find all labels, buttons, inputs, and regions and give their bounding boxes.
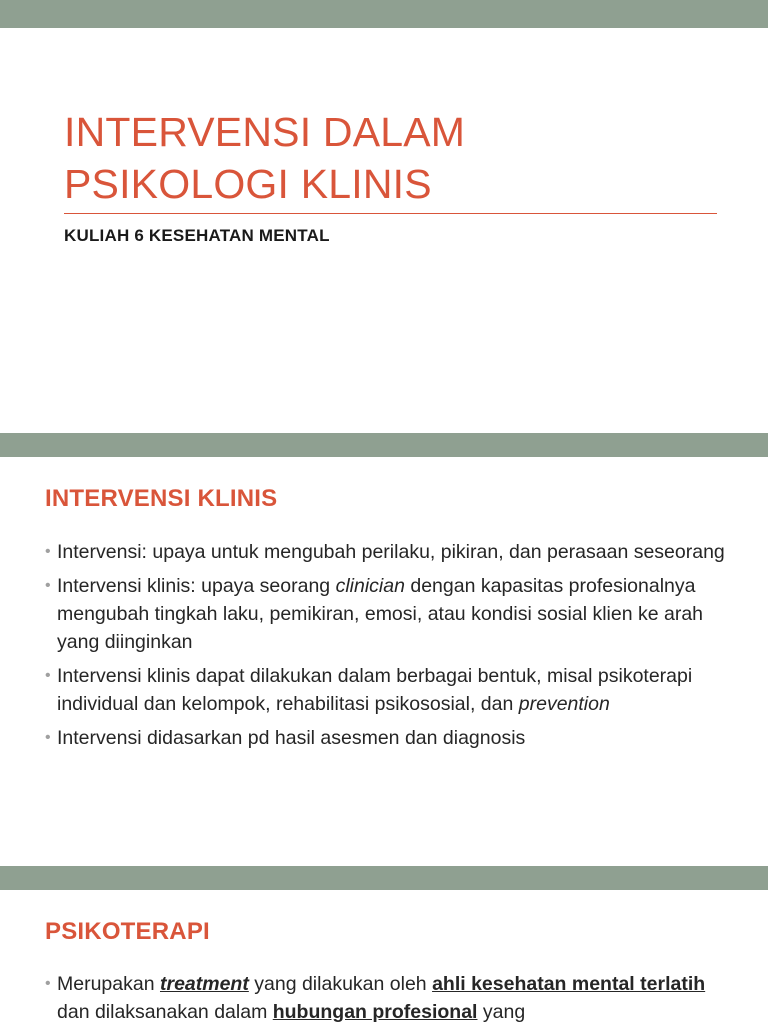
title-divider (64, 213, 717, 214)
bullet-item (45, 970, 735, 1026)
bullet-text: Merupakan (57, 973, 160, 995)
top-band (0, 0, 768, 28)
bullet-text: Intervensi didasarkan pd hasil asesmen dan diagnosis (57, 727, 526, 749)
bullet-dot-icon: • (45, 577, 51, 594)
bullet-dot-icon: • (45, 543, 51, 560)
title-line-1: INTERVENSI DALAM (64, 109, 466, 155)
bullet-dot-icon: • (45, 975, 51, 992)
bullet-item (45, 538, 735, 566)
bullet-italic-prevention: prevention (518, 693, 610, 715)
bullet-text: Intervensi klinis: upaya seorang (57, 575, 336, 597)
title-line-2: PSIKOLOGI KLINIS (64, 161, 432, 207)
slide-subtitle: KULIAH 6 KESEHATAN MENTAL (64, 226, 330, 245)
bullet-text: dengan kapasitas profesionalnya mengubah tingkah laku, pemikiran, emosi, atau kondisi sosial klien ke arah yang diinginkan (57, 575, 704, 653)
separator-band-1 (0, 433, 768, 457)
bullet-item (45, 662, 735, 718)
bullet-text: dan dilaksanakan dalam (57, 1001, 273, 1023)
bullet-italic-clinician: clinician (335, 575, 405, 597)
slide-heading-intervensi-klinis: INTERVENSI KLINIS (45, 485, 278, 512)
bullet-list-intervensi (45, 538, 735, 758)
slide-title-heading (64, 106, 465, 210)
bullet-emphasis-hubungan: hubungan profesional (272, 1001, 478, 1023)
bullet-emphasis-ahli: ahli kesehatan mental terlatih (432, 973, 706, 995)
bullet-item (45, 572, 735, 656)
bullet-item (45, 724, 735, 752)
bullet-text: Intervensi klinis dapat dilakukan dalam berbagai bentuk, misal psikoterapi individual dan kelompok, rehabilitasi psikososial, dan (57, 665, 693, 715)
bullet-text: Intervensi: upaya untuk mengubah perilaku, pikiran, dan perasaan seseorang (57, 541, 725, 563)
bullet-dot-icon: • (45, 729, 51, 746)
bullet-dot-icon: • (45, 667, 51, 684)
slide-heading-psikoterapi: PSIKOTERAPI (45, 918, 210, 945)
bullet-emphasis-treatment: treatment (159, 973, 249, 995)
separator-band-2 (0, 866, 768, 890)
bullet-list-psikoterapi (45, 970, 735, 1032)
bullet-text: yang dilakukan oleh (248, 973, 433, 995)
bullet-text: yang (477, 1001, 526, 1023)
